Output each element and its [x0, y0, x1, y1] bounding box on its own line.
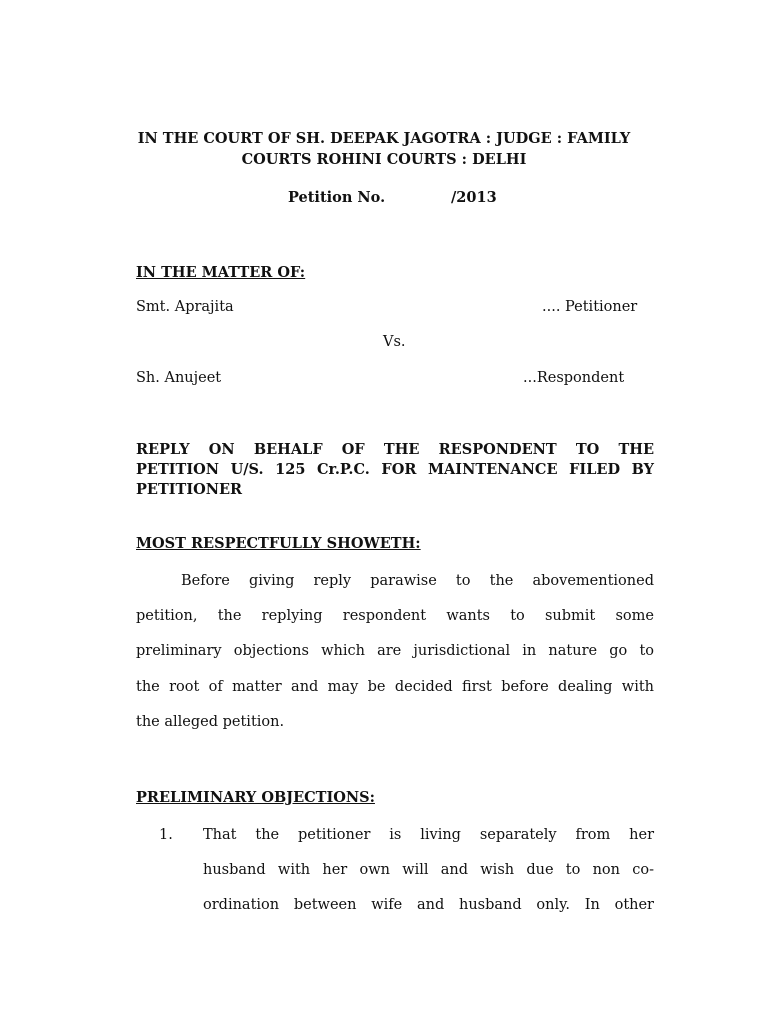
reply-title-line-2: PETITION U/S. 125 Cr.P.C. FOR MAINTENANCE FILED BY: [136, 461, 654, 478]
intro-paragraph-line-2: petition, the replying respondent wants to submit some: [136, 608, 654, 624]
intro-paragraph-line-5: the alleged petition.: [136, 714, 285, 730]
respondent-role: ...Respondent: [523, 370, 625, 386]
reply-title-line-1: REPLY ON BEHALF OF THE RESPONDENT TO THE: [136, 441, 654, 458]
respondent-name: Sh. Anujeet: [136, 370, 222, 386]
petitioner-name: Smt. Aprajita: [136, 299, 234, 315]
intro-paragraph-line-1: Before giving reply parawise to the abovementioned: [181, 573, 654, 589]
reply-title-line-3: PETITIONER: [136, 481, 243, 498]
petitioner-role: .... Petitioner: [542, 299, 638, 315]
intro-paragraph-line-4: the root of matter and may be decided first before dealing with: [136, 679, 654, 695]
objections-heading: PRELIMINARY OBJECTIONS:: [136, 789, 375, 806]
matter-heading: IN THE MATTER OF:: [136, 264, 306, 281]
versus-label: Vs.: [383, 334, 406, 350]
petition-number-label: Petition No.: [288, 189, 386, 206]
court-heading-line-1: IN THE COURT OF SH. DEEPAK JAGOTRA : JUDGE : FAMILY: [137, 130, 631, 147]
showeth-heading: MOST RESPECTFULLY SHOWETH:: [136, 535, 421, 552]
court-heading-line-2: COURTS ROHINI COURTS : DELHI: [241, 151, 527, 168]
petition-number-value: /2013: [451, 189, 497, 206]
objection-1-number: 1.: [159, 827, 173, 843]
objection-1-line-1: That the petitioner is living separately from her: [203, 827, 654, 843]
objection-1-line-2: husband with her own will and wish due to non co-: [203, 862, 654, 878]
intro-paragraph-line-3: preliminary objections which are jurisdictional in nature go to: [136, 643, 654, 659]
objection-1-line-3: ordination between wife and husband only. In other: [203, 897, 654, 913]
